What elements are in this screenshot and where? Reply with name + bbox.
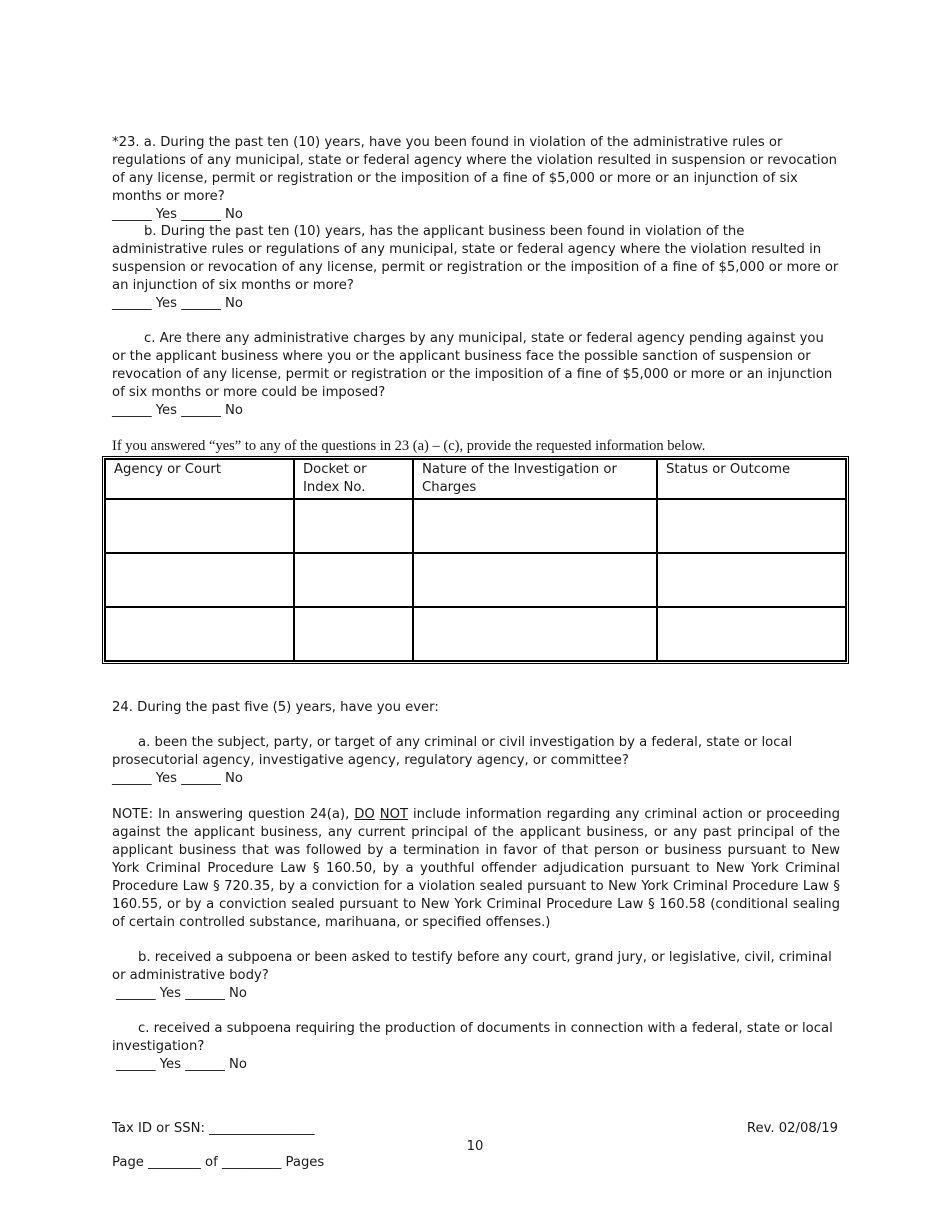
question-23a-text: *23. a. During the past ten (10) years, have you been found in violation of the administrative rules or regulations of any municipal, state or federal agency where the violation resulted in suspension or revocation of any license, permit or registration or the imposition of a fine of $5,000 or more or an injunction of six months or more?: [112, 135, 838, 204]
note-24a: [112, 806, 840, 932]
table-cell[interactable]: [105, 607, 294, 661]
note-do: DO: [354, 807, 375, 822]
page-number: 10: [466, 1139, 484, 1154]
table-cell[interactable]: [105, 553, 294, 607]
column-header-status: Status or Outcome: [657, 459, 846, 499]
question-24b-label: b. received a subpoena or been asked to testify before any court, grand jury, or legislative, civil, criminal or administrative body?: [112, 950, 832, 983]
question-23b-label: b. During the past ten (10) years, has the applicant business been found in violation of the administrative rules or regulations of any municipal, state or federal agency where the violation resulted in suspension or revocation of any license, permit or registration or the imposition of a fine of $5,000 or more or an injunction of six months or more?: [112, 224, 839, 293]
question-24c-text: [112, 1020, 840, 1056]
question-23c-label: c. Are there any administrative charges by any municipal, state or federal agency pending against you or the applicant business where you or the applicant business face the possible sanction of suspension or revocation of any license, permit or registration or the imposition of a fine of $5,000 or more or an injunction of six months or more could be imposed?: [112, 331, 833, 400]
question-24c-label: c. received a subpoena requiring the production of documents in connection with a federal, state or local investigation?: [112, 1021, 833, 1054]
tax-id-field[interactable]: Tax ID or SSN: ________________: [112, 1121, 315, 1136]
note-rest: include information regarding any criminal action or proceeding against the applicant business, any current principal of the applicant business, or any past principal of the applicant business that was followed by a termination in favor of that person or business pursuant to New York Criminal Procedure Law § 160.50, by a youthful offender adjudication pursuant to New York Criminal Procedure Law § 720.35, by a conviction for a violation sealed pursuant to New York Criminal Procedure Law § 160.55, or by a conviction sealed pursuant to New York Criminal Procedure Law § 160.58 (conditional sealing of certain controlled substance, marihuana, or specified offenses.): [112, 807, 840, 930]
note-not: NOT: [379, 807, 409, 822]
table-cell[interactable]: [413, 499, 657, 553]
revision-date: Rev. 02/08/19: [746, 1121, 838, 1136]
table-cell[interactable]: [657, 499, 846, 553]
question-23c: [112, 330, 840, 420]
column-header-docket: Docket or Index No.: [294, 459, 413, 499]
question-24b: [112, 949, 840, 1003]
table-header-row: [105, 459, 846, 499]
table-cell[interactable]: [294, 607, 413, 661]
note-prefix: NOTE: In answering question 24(a),: [112, 807, 350, 822]
question-23a: [112, 134, 840, 224]
question-23b-text: [112, 223, 840, 295]
question-24c-yes-no[interactable]: ______ Yes ______ No: [116, 1057, 247, 1072]
question-23b: [112, 223, 840, 313]
table-row: [105, 607, 846, 661]
table-cell[interactable]: [413, 607, 657, 661]
question-24a-label: a. been the subject, party, or target of any criminal or civil investigation by a federal, state or local prosecutorial agency, investigative agency, regulatory agency, or committee?: [112, 735, 793, 768]
question-24a: [112, 734, 840, 788]
investigation-table: [102, 456, 849, 664]
table-cell[interactable]: [105, 499, 294, 553]
table-cell[interactable]: [657, 607, 846, 661]
table-cell[interactable]: [294, 553, 413, 607]
question-23a-yes-no[interactable]: ______ Yes ______ No: [112, 207, 243, 222]
question-24-intro: 24. During the past five (5) years, have you ever:: [112, 700, 439, 715]
table-row: [105, 499, 846, 553]
table-cell[interactable]: [657, 553, 846, 607]
question-24b-yes-no[interactable]: ______ Yes ______ No: [116, 986, 247, 1001]
question-23b-yes-no[interactable]: ______ Yes ______ No: [112, 296, 243, 311]
table-cell[interactable]: [413, 553, 657, 607]
question-24a-text: [112, 734, 840, 770]
table-cell[interactable]: [294, 499, 413, 553]
question-24b-text: [112, 949, 840, 985]
column-header-nature: Nature of the Investigation or Charges: [413, 459, 657, 499]
page-of-pages[interactable]: Page ________ of _________ Pages: [112, 1155, 325, 1170]
question-23c-text: [112, 330, 840, 402]
table-row: [105, 553, 846, 607]
column-header-agency: Agency or Court: [105, 459, 294, 499]
table-intro: If you answered “yes” to any of the questions in 23 (a) – (c), provide the requested information below.: [112, 438, 706, 454]
question-23c-yes-no[interactable]: ______ Yes ______ No: [112, 403, 243, 418]
question-24c: [112, 1020, 840, 1074]
question-24a-yes-no[interactable]: ______ Yes ______ No: [112, 771, 243, 786]
